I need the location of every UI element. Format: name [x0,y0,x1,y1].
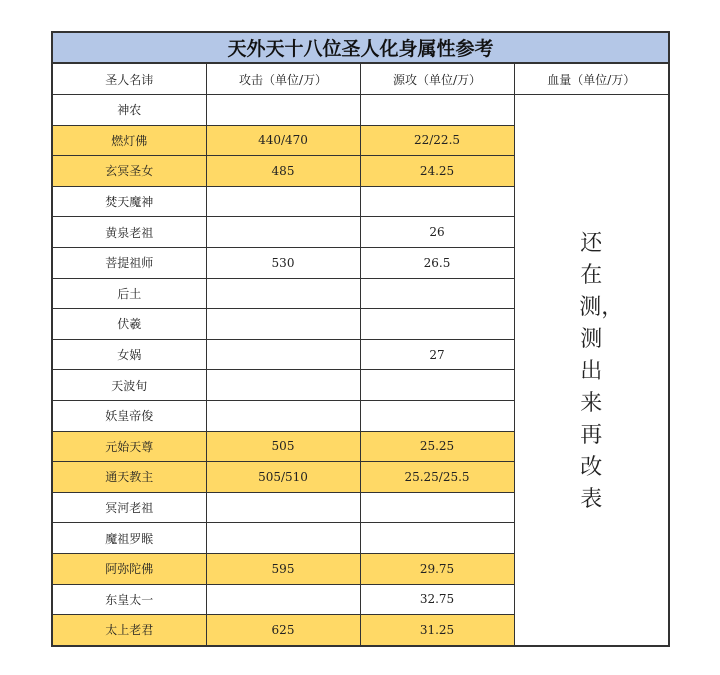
cell-attack [206,492,360,523]
cell-name: 东皇太一 [52,584,206,615]
cell-name: 后土 [52,278,206,309]
attribute-table [51,31,670,647]
title-row [52,32,669,63]
cell-source-attack [360,309,514,340]
cell-source-attack: 29.75 [360,553,514,584]
cell-attack [206,95,360,126]
spreadsheet [51,31,668,647]
cell-attack: 625 [206,615,360,646]
cell-name: 女娲 [52,339,206,370]
header-name: 圣人名讳 [52,63,206,95]
cell-attack: 440/470 [206,125,360,156]
cell-name: 冥河老祖 [52,492,206,523]
cell-source-attack: 25.25 [360,431,514,462]
cell-source-attack [360,400,514,431]
cell-name: 玄冥圣女 [52,156,206,187]
cell-name: 太上老君 [52,615,206,646]
cell-attack: 530 [206,247,360,278]
cell-attack [206,584,360,615]
table-row [52,95,669,126]
cell-name: 神农 [52,95,206,126]
header-row [52,63,669,95]
cell-source-attack [360,370,514,401]
cell-name: 燃灯佛 [52,125,206,156]
hp-note-cell [514,95,669,646]
header-source-attack: 源攻（单位/万） [360,63,514,95]
cell-name: 阿弥陀佛 [52,553,206,584]
cell-attack: 595 [206,553,360,584]
cell-source-attack: 32.75 [360,584,514,615]
cell-name: 黄泉老祖 [52,217,206,248]
cell-source-attack: 27 [360,339,514,370]
cell-source-attack: 22/22.5 [360,125,514,156]
cell-source-attack: 31.25 [360,615,514,646]
cell-source-attack [360,95,514,126]
table-title: 天外天十八位圣人化身属性参考 [52,32,669,63]
cell-attack [206,217,360,248]
cell-attack [206,309,360,340]
cell-attack: 485 [206,156,360,187]
header-attack: 攻击（单位/万） [206,63,360,95]
cell-source-attack [360,278,514,309]
cell-source-attack [360,186,514,217]
cell-attack [206,370,360,401]
cell-attack [206,186,360,217]
cell-source-attack [360,492,514,523]
cell-source-attack: 25.25/25.5 [360,462,514,493]
header-hp: 血量（单位/万） [514,63,669,95]
cell-name: 魔祖罗睺 [52,523,206,554]
cell-name: 伏羲 [52,309,206,340]
cell-name: 天波旬 [52,370,206,401]
hp-note-text: 还在测，测出来再改表 [579,230,624,512]
cell-attack: 505 [206,431,360,462]
cell-name: 通天教主 [52,462,206,493]
cell-attack [206,400,360,431]
cell-attack [206,339,360,370]
cell-name: 妖皇帝俊 [52,400,206,431]
cell-source-attack: 26 [360,217,514,248]
cell-attack [206,523,360,554]
cell-source-attack: 24.25 [360,156,514,187]
cell-name: 菩提祖师 [52,247,206,278]
cell-name: 元始天尊 [52,431,206,462]
cell-source-attack: 26.5 [360,247,514,278]
cell-source-attack [360,523,514,554]
cell-attack [206,278,360,309]
cell-name: 焚天魔神 [52,186,206,217]
cell-attack: 505/510 [206,462,360,493]
